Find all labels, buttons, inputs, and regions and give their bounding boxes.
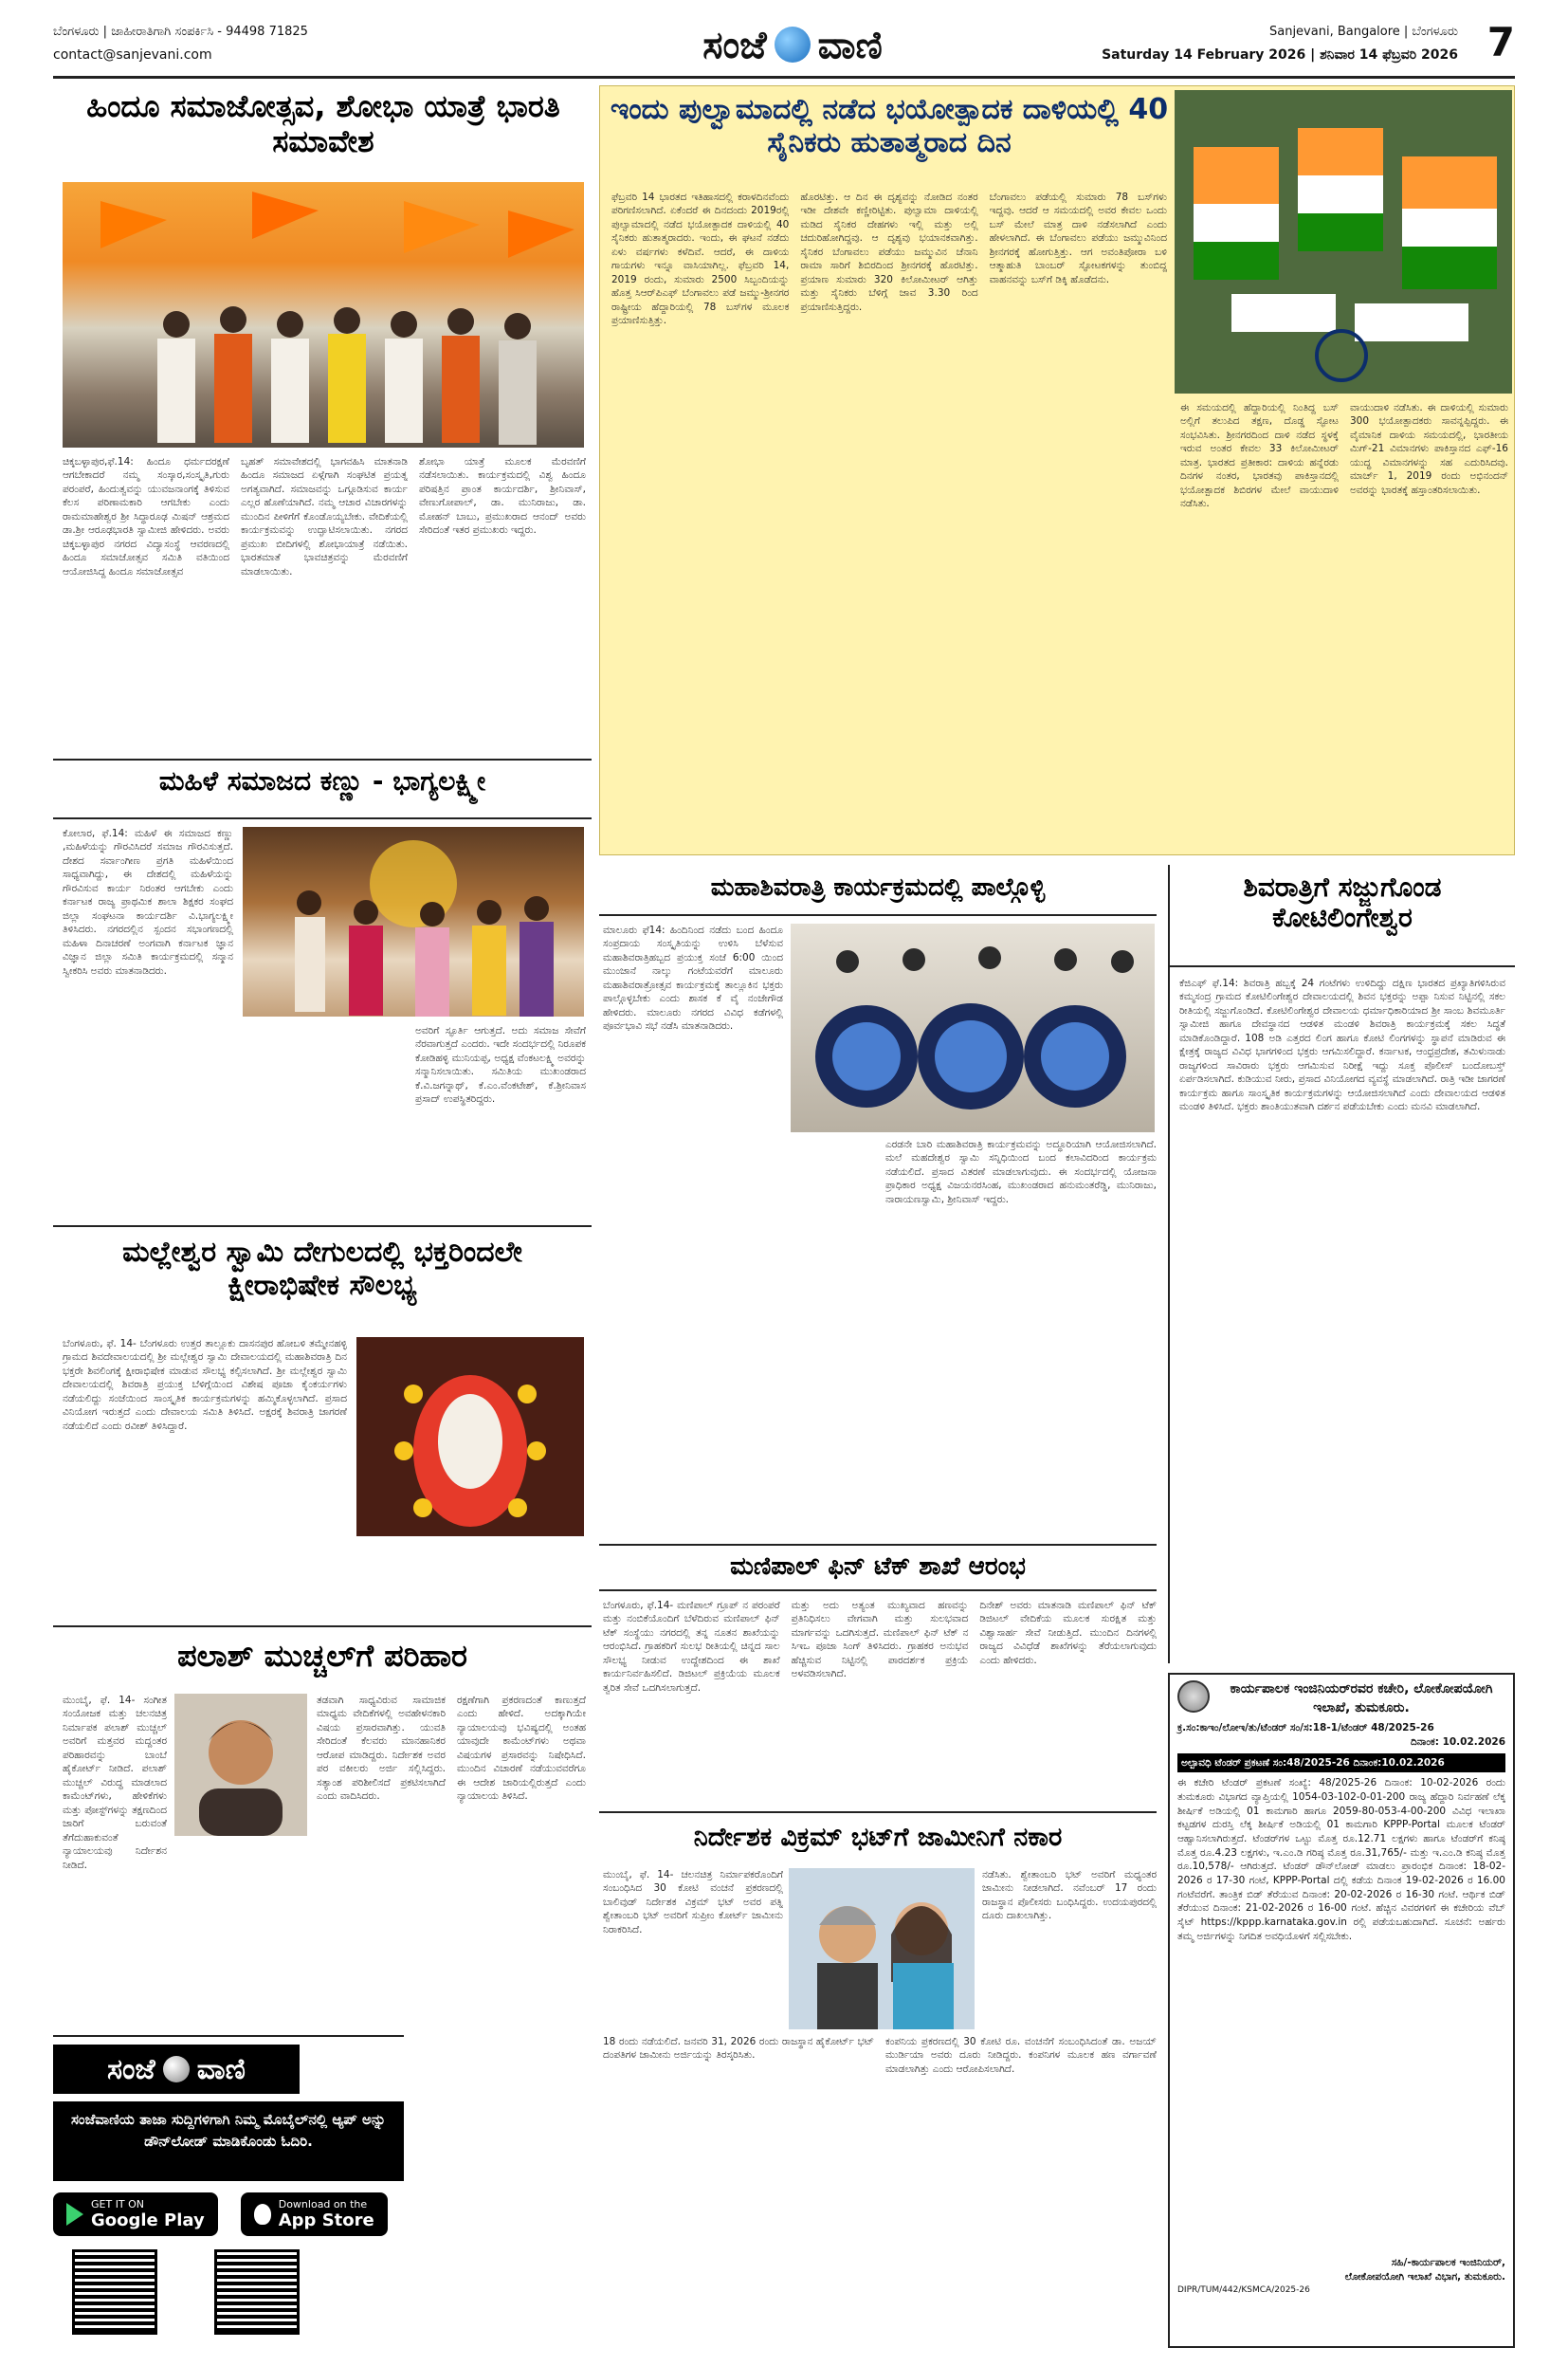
a4-lead xyxy=(603,924,783,1132)
a4-photo xyxy=(791,924,1155,1132)
a2-col-5: ವಾಯುದಾಳಿ ನಡೆಸಿತು. ಈ ದಾಳಿಯಲ್ಲಿ ಸುಮಾರು 300 ಭಯೋತ್ಪಾದಕರು ಸಾವನ್ನಪ್ಪಿದ್ದರು. ಈ ವೈಮಾನಿಕ ದಾಳಿಯ ಸಮಯದಲ್ಲಿ, ಭಾರತೀಯ ಮಿಗ್-21 ವಿಮಾನಗಳು ಪಾಕಿಸ್ತಾನದ ಎಫ್-16 ಯುದ್ಧ ವಿಮಾನಗಳನ್ನು ಸಹ ಎದುರಿಸಿದವು. ಮಾರ್ಚ್ 1, 2019 ರಂದು ಅಭಿನಂದನ್ ಅವರನ್ನು ಭಾರತಕ್ಕೆ ಹಸ್ತಾಂತರಿಸಲಾಯಿತು. xyxy=(1350,402,1508,496)
a8-col-3: ರಕ್ಷಣೆಗಾಗಿ ಪ್ರಕರಣದಂತೆ ಕಾಣುತ್ತದೆ ಎಂದು ಹೇಳಿದೆ. ಅದಕ್ಕಾಗಿಯೇ ನ್ಯಾಯಾಲಯವು ಭವಿಷ್ಯದಲ್ಲಿ ಅಂತಹ ಯಾವುದೇ ಕಾಮೆಂಟ್‌ಗಳು ಅಥವಾ ವಿಷಯಗಳ ಪ್ರಸಾರವನ್ನು ನಿಷೇಧಿಸಿದೆ. ಮುಂದಿನ ವಿಚಾರಣೆ ನಡೆಯುವವರೆಗೂ ಈ ಆದೇಶ ಜಾರಿಯಲ್ಲಿರುತ್ತದೆ ಎಂದು ನ್ಯಾಯಾಲಯ ತಿಳಿಸಿದೆ. xyxy=(457,1695,586,1803)
a7-col-3: ದಿನೇಶ್ ಅವರು ಮಾತನಾಡಿ ಮಣಿಪಾಲ್ ಫಿನ್ ಟೆಕ್ ಡಿಜಿಟಲ್ ವೇದಿಕೆಯ ಮೂಲಕ ಸುರಕ್ಷಿತ ಮತ್ತು ವಿಶ್ವಾಸಾರ್ಹ ಸೇವೆ ನೀಡುತ್ತಿದೆ. ಮುಂದಿನ ದಿನಗಳಲ್ಲಿ ರಾಜ್ಯದ ವಿವಿಧೆಡೆ ಶಾಖೆಗಳನ್ನು ತೆರೆಯಲಾಗುವುದು ಎಂದು ಹೇಳಿದರು. xyxy=(979,1600,1157,1666)
a2-body-top xyxy=(611,191,1167,845)
app-ad-text: ಸಂಜೆವಾಣಿಯ ತಾಜಾ ಸುದ್ದಿಗಳಿಗಾಗಿ ನಿಮ್ಮ ಮೊಬೈಲ್‌ನಲ್ಲಿ ಆ್ಯಪ್ ಅನ್ನು ಡೌನ್‌ಲೋಡ್ ಮಾಡಿಕೊಂಡು ಓದಿರಿ. xyxy=(53,2101,404,2181)
a9-title-box xyxy=(599,1811,1157,1862)
masthead xyxy=(53,19,1515,74)
a4-col-1b xyxy=(603,1138,874,1536)
a3-photo xyxy=(243,827,584,1017)
a9-headline: ನಿರ್ದೇಶಕ ವಿಕ್ರಮ್ ಭಟ್‌ಗೆ ಜಾಮೀನಿಗೆ ನಕಾರ xyxy=(693,1823,1063,1852)
a3-lead xyxy=(63,827,233,1017)
google-play-qr-code[interactable] xyxy=(72,2249,157,2335)
a6-photo-art xyxy=(356,1337,584,1536)
gp-label: Google Play xyxy=(91,2210,205,2230)
a4-photo-art xyxy=(791,924,1155,1132)
tender-ref: ಕ್ರ.ಸಂ:ಕಾಇಂ/ಲೋಇ/ತು/ಟೆಂಡರ್ ಸಂ/ಸ:18-1/ಟೆಂಡರ್ 48/2025-26 xyxy=(1177,1722,1434,1734)
a4-headline: ಮಹಾಶಿವರಾತ್ರಿ ಕಾರ್ಯಕ್ರಮದಲ್ಲಿ ಪಾಲ್ಗೊಳ್ಳಿ xyxy=(710,873,1046,902)
a2-photo xyxy=(1175,90,1512,394)
divider xyxy=(53,817,592,819)
a3-col-1b xyxy=(63,1024,404,1214)
a7-title-box xyxy=(599,1544,1157,1591)
a1-photo-art xyxy=(63,182,584,448)
a7-body xyxy=(603,1599,1157,1802)
tender-notice-title: ಅಲ್ಪಾವಧಿ ಟೆಂಡರ್ ಪ್ರಕಟಣೆ ಸಂ:48/2025-26 ದಿನಾಂಕ:10.02.2026 xyxy=(1177,1753,1505,1773)
apple-icon xyxy=(254,2204,271,2225)
masthead-date: Saturday 14 February 2026 | ಶನಿವಾರ 14 ಫೆಬ್ರವರಿ 2026 xyxy=(1102,47,1458,63)
a3-col-2: ಅವರಿಗೆ ಸ್ಫೂರ್ತಿ ಆಗುತ್ತದೆ. ಅದು ಸಮಾಜ ಸೇವೆಗೆ ನೆರವಾಗುತ್ತದೆ ಎಂದರು. ಇದೇ ಸಂದರ್ಭದಲ್ಲಿ ನಿರೂಪಕ ಕೋಡಿಹಳ್ಳಿ ಮುನಿಯಪ್ಪ, ಅಧ್ಯಕ್ಷ ವೆಂಕಟಲಕ್ಷ್ಮಿ ಅವರನ್ನು ಸನ್ಮಾನಿಸಲಾಯಿತು. ಸಮಿತಿಯ ಮುಖಂಡರಾದ ಕೆ.ವಿ.ಜಗನ್ನಾಥ್, ಕೆ.ಎಂ.ವೆಂಕಟೇಶ್, ಕೆ.ಶ್ರೀನಿವಾಸ ಪ್ರಸಾದ್ ಉಪಸ್ಥಿತರಿದ್ದರು. xyxy=(415,1025,586,1106)
tender-notice xyxy=(1168,1673,1515,2348)
a9-col-2: ನಡೆಸಿತು. ಶ್ವೇತಾಂಬರಿ ಭಟ್ ಅವರಿಗೆ ಮಧ್ಯಂತರ ಜಾಮೀನು ನೀಡಲಾಗಿದೆ. ನವೆಂಬರ್ 17 ರಂದು ರಾಜಸ್ಥಾನ ಪೊಲೀಸರು ಬಂಧಿಸಿದ್ದರು. ಉದಯಪುರದಲ್ಲಿ ದೂರು ದಾಖಲಾಗಿತ್ತು. xyxy=(982,1869,1157,1922)
app-ad-logo-right: ವಾಣಿ xyxy=(196,2052,246,2086)
masthead-contact: ಬೆಂಗಳೂರು | ಜಾಹೀರಾತಿಗಾಗಿ ಸಂಪರ್ಕಿಸಿ - 94498 71825 xyxy=(53,25,308,39)
a4-col-2: ಎರಡನೇ ಬಾರಿ ಮಹಾಶಿವರಾತ್ರಿ ಕಾರ್ಯಕ್ರಮವನ್ನು ಅದ್ಧೂರಿಯಾಗಿ ಆಯೋಜಿಸಲಾಗಿದೆ. ಮಲೆ ಮಹದೇಶ್ವರ ಸ್ವಾಮಿ ಸನ್ನಿಧಿಯಿಂದ ಬಂದ ಕಲಾವಿದರಿಂದ ಕಾರ್ಯಕ್ರಮ ನಡೆಯಲಿದೆ. ಪ್ರಸಾದ ವಿತರಣೆ ಮಾಡಲಾಗುವುದು. ಈ ಸಂದರ್ಭದಲ್ಲಿ ಯೋಜನಾ ಪ್ರಾಧಿಕಾರ ಅಧ್ಯಕ್ಷ ವಿಜಯನರಸಿಂಹ, ಮುಖಂಡರಾದ ಹನುಮಂತರೆಡ್ಡಿ, ಮುನಿರಾಜು, ನಾರಾಯಣಸ್ವಾಮಿ, ಶ್ರೀನಿವಾಸ್ ಇದ್ದರು. xyxy=(885,1139,1157,1205)
tender-dipr: DIPR/TUM/442/KSMCA/2025-26 xyxy=(1177,2284,1310,2295)
tender-sign-1: ಸಹಿ/-ಕಾರ್ಯಪಾಲಕ ಇಂಜಿನಿಯರ್, xyxy=(1391,2257,1505,2269)
a6-headline: ಮಲ್ಲೇಶ್ವರ ಸ್ವಾಮಿ ದೇಗುಲದಲ್ಲಿ ಭಕ್ತರಿಂದಲೇ ಕ್ಷೀರಾಭಿಷೇಕ ಸೌಲಭ್ಯ xyxy=(122,1236,522,1302)
a7-col-2: ಮತ್ತು ಅದು ಅತ್ಯಂತ ಮುಖ್ಯವಾದ ಹಣವನ್ನು ಪ್ರತಿನಿಧಿಸಲು ವೇಗವಾಗಿ ಮತ್ತು ಸುಲಭವಾದ ಮಾರ್ಗವನ್ನು ಒದಗಿಸುತ್ತದೆ. ಮಣಿಪಾಲ್ ಫಿನ್ ಟೆಕ್ ನ ಸಿಇಒ ಪೂಜಾ ಸಿಂಗ್ ತಿಳಿಸಿದರು. ಗ್ರಾಹಕರ ಅನುಭವ ಹೆಚ್ಚಿಸುವ ನಿಟ್ಟಿನಲ್ಲಿ ಪಾರದರ್ಶಕ ಪ್ರಕ್ರಿಯೆ ಅಳವಡಿಸಲಾಗಿದೆ. xyxy=(791,1600,969,1680)
a5-body xyxy=(1170,967,1515,1650)
as-label: App Store xyxy=(278,2210,374,2230)
a2-box xyxy=(599,85,1515,855)
a6-text: ಬೆಂಗಳೂರು, ಫೆ. 14- ಬೆಂಗಳೂರು ಉತ್ತರ ತಾಲ್ಲೂಕು ದಾಸನಪುರ ಹೋಬಳಿ ತಮ್ಮೇನಹಳ್ಳಿ ಗ್ರಾಮದ ಶಿವದೇವಾಲಯದಲ್ಲಿ ಶ್ರೀ ಮಲ್ಲೇಶ್ವರ ಸ್ವಾಮಿ ದೇವಾಲಯದಲ್ಲಿ ಮಹಾಶಿವರಾತ್ರಿ ದಿನ ಭಕ್ತರೇ ಶಿವಲಿಂಗಕ್ಕೆ ಕ್ಷೀರಾಭಿಷೇಕ ಮಾಡುವ ಸೌಲಭ್ಯ ಕಲ್ಪಿಸಲಾಗಿದೆ. ಶ್ರೀ ಮಲ್ಲೇಶ್ವರ ಸ್ವಾಮಿ ದೇವಾಲಯದಲ್ಲಿ ಶಿವರಾತ್ರಿ ಪ್ರಯುಕ್ತ ಬೆಳಿಗ್ಗೆಯಿಂದ ವಿಶೇಷ ಪೂಜಾ ಕೈಂಕರ್ಯಗಳು ನಡೆಯಲಿದ್ದು ಸಂಜೆಯಿಂದ ಸಾಂಸ್ಕೃತಿಕ ಕಾರ್ಯಕ್ರಮಗಳನ್ನು ಹಮ್ಮಿಕೊಳ್ಳಲಾಗಿದೆ. ಪ್ರಸಾದ ವಿನಿಯೋಗ ಇರುತ್ತದೆ ಎಂದು ದೇವಾಲಯ ಸಮಿತಿ ತಿಳಿಸಿದೆ. ಅಕ್ಷರಕ್ಕೆ ಶಿವರಾತ್ರಿ ಜಾಗರಣೆ ನಡೆಯಲಿದೆ ಎಂದು ರವೀಶ್ ತಿಳಿಸಿದ್ದಾರೆ. xyxy=(63,1338,347,1432)
a2-col-3: ಬೆಂಗಾವಲು ಪಡೆಯಲ್ಲಿ ಸುಮಾರು 78 ಬಸ್‌ಗಳು ಇದ್ದವು. ಆದರೆ ಆ ಸಮಯದಲ್ಲಿ ಅವರ ಕೇವಲ ಒಂದು ಬಸ್ ಮೇಲೆ ಮಾತ್ರ ದಾಳಿ ನಡೆಸಲಾಗಿದೆ ಎಂದು ಹೇಳಲಾಗಿದೆ. ಈ ಬೆಂಗಾವಲು ಪಡೆಯು ಜಮ್ಮುವಿನಿಂದ ಶ್ರೀನಗರಕ್ಕೆ ಹೋಗುತ್ತಿತ್ತು. ಆಗ ಅವಂತಿಪೋರಾ ಬಳಿ ಆತ್ಮಾಹುತಿ ಬಾಂಬರ್ ಸ್ಫೋಟಕಗಳನ್ನು ತುಂಬಿದ್ದ ವಾಹನವನ್ನು ಬಸ್‌ಗೆ ಡಿಕ್ಕಿ ಹೊಡೆದನು. xyxy=(989,192,1167,285)
app-store-button[interactable] xyxy=(241,2192,388,2236)
masthead-email[interactable]: contact@sanjevani.com xyxy=(53,47,212,63)
a8-body xyxy=(317,1694,586,2035)
a8-headline: ಪಲಾಶ್ ಮುಚ್ಚಲ್‌ಗೆ ಪರಿಹಾರ xyxy=(177,1638,467,1674)
tender-sign-2: ಲೋಕೋಪಯೋಗಿ ಇಲಾಖೆ ವಿಭಾಗ, ತುಮಕೂರು. xyxy=(1344,2270,1505,2283)
app-ad-logo-left: ಸಂಜೆ xyxy=(107,2052,155,2086)
a5-headline: ಶಿವರಾತ್ರಿಗೆ ಸಜ್ಜುಗೊಂಡ ಕೋಟಿಲಿಂಗೇಶ್ವರ xyxy=(1170,865,1515,967)
page-number: 7 xyxy=(1486,19,1515,65)
google-play-button[interactable] xyxy=(53,2192,218,2236)
a8-photo-art xyxy=(174,1694,307,1836)
a9-photo-art xyxy=(789,1868,975,2029)
logo-globe-icon xyxy=(775,27,811,63)
a8-photo xyxy=(174,1694,307,1836)
a1-headline: ಹಿಂದೂ ಸಮಾಜೋತ್ಸವ, ಶೋಭಾ ಯಾತ್ರೆ ಭಾರತಿ ಸಮಾವೇಶ xyxy=(86,88,560,159)
a6-body xyxy=(63,1337,347,1622)
a7-headline: ಮಣಿಪಾಲ್ ಫಿನ್ ಟೆಕ್ ಶಾಖೆ ಆರಂಭ xyxy=(730,1552,1026,1581)
a9-photo xyxy=(789,1868,975,2029)
a9-bottom xyxy=(603,2035,1157,2348)
app-store-qr-code[interactable] xyxy=(214,2249,300,2335)
a3-body xyxy=(63,1024,586,1214)
logo-text-left: ಸಂಜೆ xyxy=(702,22,767,67)
app-ad-globe-icon xyxy=(163,2056,190,2082)
a3-photo-art xyxy=(243,827,584,1017)
a5-text: ಕೆಜಿಎಫ್ ಫೆ.14: ಶಿವರಾತ್ರಿ ಹಬ್ಬಕ್ಕೆ 24 ಗಂಟೆಗಳು ಉಳಿದಿದ್ದು ದಕ್ಷಿಣ ಭಾರತದ ಪ್ರಖ್ಯಾತಿಗಳಿಸಿರುವ ಕಮ್ಮಸಂದ್ರ ಗ್ರಾಮದ ಕೋಟಿಲಿಂಗೇಶ್ವರ ದೇವಾಲಯದಲ್ಲಿ ಶಿವನ ಭಕ್ತರನ್ನು ಅಪ್ಪಾ ನಿಸುವ ನಿಟ್ಟಿನಲ್ಲಿ ಸಕಲ ರೀತಿಯಲ್ಲಿ ಸಜ್ಜುಗೊಂಡಿದೆ. ಕೋಟಿಲಿಂಗೇಶ್ವರ ದೇವಾಲಯ ಧರ್ಮಾಧಿಕಾರಿಯಾದ ಶ್ರೀ ಸಾಂಬ ಶಿವಮೂರ್ತಿ ಸ್ವಾಮೀಜಿ ಹಾಗೂ ದೇವಸ್ಥಾನದ ಆಡಳಿತ ಮಂಡಳಿ ಶಿವರಾತ್ರಿ ಕಾರ್ಯಕ್ರಮಕ್ಕೆ ಸಕಲ ಸಿದ್ಧತೆ ಮಾಡಿಕೊಂಡಿದ್ದಾರೆ. 108 ಅಡಿ ಎತ್ತರದ ಲಿಂಗ ಹಾಗೂ ಕೋಟಿ ಲಿಂಗಗಳನ್ನು ಸ್ಥಾಪನೆ ಮಾಡಿರುವ ಈ ಕ್ಷೇತ್ರಕ್ಕೆ ರಾಜ್ಯದ ವಿವಿಧ ಭಾಗಗಳಿಂದ ಭಕ್ತರು ಆಗಮಿಸಲಿದ್ದಾರೆ. ಕರ್ನಾಟಕ, ಆಂಧ್ರಪ್ರದೇಶ, ತಮಿಳುನಾಡು ರಾಜ್ಯಗಳಿಂದ ಸಾವಿರಾರು ಭಕ್ತರು ಆಗಮಿಸುವ ನಿರೀಕ್ಷೆ ಇದ್ದು ಸೂಕ್ತ ಪೊಲೀಸ್ ಬಂದೋಬಸ್ತ್ ಏರ್ಪಡಿಸಲಾಗಿದೆ. ಕುಡಿಯುವ ನೀರು, ಪ್ರಸಾದ ವಿನಿಯೋಗದ ವ್ಯವಸ್ಥೆ ಮಾಡಲಾಗಿದೆ. ರಾತ್ರಿ ಇಡೀ ಜಾಗರಣೆ ಕಾರ್ಯಕ್ರಮ ಹಾಗೂ ಸಾಂಸ್ಕೃತಿಕ ಕಾರ್ಯಕ್ರಮಗಳನ್ನು ಆಯೋಜಿಸಲಾಗಿದೆ ಎಂದು ದೇವಾಲಯದ ಆಡಳಿತ ಮಂಡಳಿ ತಿಳಿಸಿದೆ. ಭಕ್ತರು ಶಾಂತಿಯುತವಾಗಿ ದರ್ಶನ ಪಡೆಯಬೇಕು ಎಂದು ಮನವಿ ಮಾಡಲಾಗಿದೆ. xyxy=(1179,978,1505,1113)
app-ad xyxy=(53,2035,404,2348)
play-store-icon xyxy=(66,2203,83,2226)
govt-emblem-icon xyxy=(1177,1680,1210,1713)
as-small-label: Download on the xyxy=(278,2198,368,2210)
a8-col-1: ಮುಂಬೈ, ಫೆ. 14- ಸಂಗೀತ ಸಂಯೋಜಕ ಮತ್ತು ಚಲನಚಿತ್ರ ನಿರ್ಮಾಪಕ ಪಲಾಶ್ ಮುಚ್ಚಲ್ ಅವರಿಗೆ ಮತ್ತವರ ಮದ್ದಂತರ ಪರಿಹಾರವನ್ನು ಬಾಂಬೆ ಹೈಕೋರ್ಟ್ ನೀಡಿದೆ. ಪಲಾಶ್ ಮುಚ್ಚಲ್ ವಿರುದ್ಧ ಮಾಡಲಾದ ಕಾಮೆಂಟ್‌ಗಳು, ಹೇಳಿಕೆಗಳು ಮತ್ತು ಪೋಸ್ಟ್‌ಗಳನ್ನು ತಕ್ಷಣದಿಂದ ಜಾರಿಗೆ ಬರುವಂತೆ ತೆಗೆದುಹಾಕುವಂತೆ ನ್ಯಾಯಾಲಯವು ನಿರ್ದೇಶನ ನೀಡಿದೆ. xyxy=(63,1695,167,1871)
a1-body xyxy=(63,455,586,751)
logo-text-right: ವಾಣಿ xyxy=(817,22,883,67)
a4-title-box xyxy=(599,865,1157,916)
a2-col-4: ಈ ಸಮಯದಲ್ಲಿ ಹೆದ್ದಾರಿಯಲ್ಲಿ ನಿಂತಿದ್ದ ಬಸ್ ಅಲ್ಲಿಗೆ ತಲುಪಿದ ತಕ್ಷಣ, ದೊಡ್ಡ ಸ್ಫೋಟ ಸಂಭವಿಸಿತು. ಶ್ರೀನಗರದಿಂದ ದಾಳಿ ನಡೆದ ಸ್ಥಳಕ್ಕೆ ಇರುವ ಅಂತರ ಕೇವಲ 33 ಕಿಲೋಮೀಟರ್ ಮಾತ್ರ. ಭಾರತದ ಪ್ರತೀಕಾರ: ದಾಳಿಯ ಹನ್ನೆರಡು ದಿನಗಳ ನಂತರ, ಭಾರತವು ಪಾಕಿಸ್ತಾನದಲ್ಲಿ ಭಯೋತ್ಪಾದಕ ಶಿಬಿರಗಳ ಮೇಲೆ ವಾಯುದಾಳಿ ನಡೆಸಿತು. xyxy=(1180,402,1339,510)
a9-mid xyxy=(982,1868,1157,2058)
a2-body-right xyxy=(1180,401,1508,845)
divider xyxy=(53,759,592,761)
app-ad-logo xyxy=(53,2045,300,2094)
a4-col-1: ಮಾಲೂರು ಫೆ14: ಹಿಂದಿನಿಂದ ನಡೆದು ಬಂದ ಹಿಂದೂ ಸಂಪ್ರದಾಯ ಸಂಸ್ಕೃತಿಯನ್ನು ಉಳಿಸಿ ಬೆಳೆಸುವ ಮಹಾಶಿವರಾತ್ರಿಹಬ್ಬದ ಪ್ರಯುಕ್ತ ಸಂಜೆ 6:00 ಯಿಂದ ಮುಂಜಾನೆ ನಾಲ್ಕು ಗಂಟೆಯವರೆಗೆ ಮಾಲೂರು ಮಹಾಶಿವರಾತ್ರೋತ್ಸವ ಕಾರ್ಯಕ್ರಮಕ್ಕೆ ತಾಲ್ಲೂಕಿನ ಭಕ್ತರು ಪಾಲ್ಗೊಳ್ಳಬೇಕು ಎಂದು ಶಾಸಕ ಕೆ ವೈ ನಂಜೇಗೌಡ ಹೇಳಿದರು. ಮಾಲೂರು ನಗರದ ವಿವಿಧ ಕಡೆಗಳಲ್ಲಿ ಪೂರ್ವಭಾವಿ ಸಭೆ ನಡೆಸಿ ಮಾತನಾಡಿದರು. xyxy=(603,925,783,1033)
a1-col-2: ಬೃಹತ್ ಸಮಾವೇಶದಲ್ಲಿ ಭಾಗವಹಿಸಿ ಮಾತನಾಡಿ ಹಿಂದೂ ಸಮಾಜದ ಏಳ್ಗೆಗಾಗಿ ಸಂಘಟಿತ ಪ್ರಯತ್ನ ಅಗತ್ಯವಾಗಿದೆ. ಸಮಾಜವನ್ನು ಒಗ್ಗೂಡಿಸುವ ಕಾರ್ಯ ಎಲ್ಲರ ಹೊಣೆಯಾಗಿದೆ. ನಮ್ಮ ಆಚಾರ ವಿಚಾರಗಳನ್ನು ಮುಂದಿನ ಪೀಳಿಗೆಗೆ ಕೊಂಡೊಯ್ಯಬೇಕು. ವೇದಿಕೆಯಲ್ಲಿ ಕಾರ್ಯಕ್ರಮವನ್ನು ಉದ್ಘಾಟಿಸಲಾಯಿತು. ನಗರದ ಪ್ರಮುಖ ಬೀದಿಗಳಲ್ಲಿ ಶೋಭಾಯಾತ್ರೆ ನಡೆಯಿತು. ಭಾರತಮಾತೆ ಭಾವಚಿತ್ರವನ್ನು ಮೆರವಣಿಗೆ ಮಾಡಲಾಯಿತು. xyxy=(241,456,408,578)
a9-lead xyxy=(603,1868,783,2010)
a2-col-2: ಹೊರಟಿತ್ತು. ಆ ದಿನ ಈ ದೃಶ್ಯವನ್ನು ನೋಡಿದ ನಂತರ ಇಡೀ ದೇಶವೇ ಕಣ್ಣೀರಿಟ್ಟಿತು. ಪುಲ್ವಾಮಾ ದಾಳಿಯಲ್ಲಿ ಮಡಿದ ಸೈನಿಕರ ದೇಹಗಳು ಇಲ್ಲಿ ಮತ್ತು ಅಲ್ಲಿ ಚದುರಿಹೋಗಿದ್ದವು. ಆ ದೃಶ್ಯವು ಭಯಾನಕವಾಗಿತ್ತು. ಸೈನಿಕರ ಬೆಂಗಾವಲು ಪಡೆಯು ಜಮ್ಮುವಿನ ಚೆನಾನಿ ರಾಮಾ ಸಾರಿಗೆ ಶಿಬಿರದಿಂದ ಶ್ರೀನಗರಕ್ಕೆ ಹೊರಟಿತ್ತು. ಪ್ರಯಾಣ ಸುಮಾರು 320 ಕಿಲೋಮೀಟರ್ ಆಗಿತ್ತು ಮತ್ತು ಸೈನಿಕರು ಬೆಳಿಗ್ಗೆ ಜಾವ 3.30 ರಿಂದ ಪ್ರಯಾಣಿಸುತ್ತಿದ್ದರು. xyxy=(800,192,978,313)
a6-photo xyxy=(356,1337,584,1536)
divider xyxy=(53,1225,592,1227)
a9-col-1: ಮುಂಬೈ, ಫೆ. 14- ಚಲನಚಿತ್ರ ನಿರ್ಮಾಪಕರೊಂದಿಗೆ ಸಂಬಂಧಿಸಿದ 30 ಕೋಟಿ ವಂಚನೆ ಪ್ರಕರಣದಲ್ಲಿ ಬಾಲಿವುಡ್ ನಿರ್ದೇಶಕ ವಿಕ್ರಮ್ ಭಟ್ ಅವರ ಪತ್ನಿ ಶ್ವೇತಾಂಬರಿ ಭಟ್ ಅವರಿಗೆ ಸುಪ್ರೀಂ ಕೋರ್ಟ್ ಜಾಮೀನು ನಿರಾಕರಿಸಿದೆ. xyxy=(603,1869,783,1935)
a1-photo xyxy=(63,182,584,448)
a8-col-2: ತಡವಾಗಿ ಸಾಧ್ಯವಿರುವ ಸಾಮಾಜಿಕ ಮಾಧ್ಯಮ ವೇದಿಕೆಗಳಲ್ಲಿ ಅವಹೇಳನಕಾರಿ ವಿಷಯ ಪ್ರಸಾರವಾಗಿತ್ತು. ಯುವತಿ ಸೇರಿದಂತೆ ಕೆಲವರು ಮಾನಹಾನಿಕರ ಆರೋಪ ಮಾಡಿದ್ದರು. ನಿರ್ದೇಶಕ ಅವರ ಪರ ವಕೀಲರು ಅರ್ಜಿ ಸಲ್ಲಿಸಿದ್ದರು. ಸತ್ಯಾಂಶ ಪರಿಶೀಲಿಸದೆ ಪ್ರಕಟಿಸಲಾಗಿದೆ ಎಂದು ವಾದಿಸಿದರು. xyxy=(317,1695,446,1803)
divider xyxy=(53,1625,592,1627)
tender-office: ಕಾರ್ಯಪಾಲಕ ಇಂಜಿನಿಯರ್‌ರವರ ಕಚೇರಿ, ಲೋಕೋಪಯೋಗಿ ಇಲಾಖೆ, ತುಮಕೂರು. xyxy=(1230,1681,1493,1715)
a9-col-3: ಕಂಪನಿಯ ಪ್ರಕರಣದಲ್ಲಿ 30 ಕೋಟಿ ರೂ. ವಂಚನೆಗೆ ಸಂಬಂಧಿಸಿದಂತೆ ಡಾ. ಅಜಯ್ ಮುರ್ಡಿಯಾ ಅವರು ದೂರು ನೀಡಿದ್ದರು. ಕಂಪನಿಗಳ ಮೂಲಕ ಹಣ ವರ್ಗಾವಣೆ ಮಾಡಲಾಗಿತ್ತು ಎಂದು ಆರೋಪಿಸಲಾಗಿದೆ. xyxy=(885,2036,1157,2075)
a1-col-3: ಶೋಭಾ ಯಾತ್ರೆ ಮೂಲಕ ಮೆರವಣಿಗೆ ನಡೆಸಲಾಯಿತು. ಕಾರ್ಯಕ್ರಮದಲ್ಲಿ ವಿಶ್ವ ಹಿಂದೂ ಪರಿಷತ್ತಿನ ಪ್ರಾಂತ ಕಾರ್ಯದರ್ಶಿ, ಶ್ರೀನಿವಾಸ್, ವೇಣುಗೋಪಾಲ್, ಡಾ. ಮುನಿರಾಜು, ಡಾ. ಮೋಹನ್ ಬಾಬು, ಪ್ರಮುಖರಾದ ಆನಂದ್ ಅವರು ಸೇರಿದಂತೆ ಇತರ ಪ್ರಮುಖರು ಇದ್ದರು. xyxy=(419,456,586,537)
a3-col-1: ಕೋಲಾರ, ಫೆ.14: ಮಹಿಳೆ ಈ ಸಮಾಜದ ಕಣ್ಣು ,ಮಹಿಳೆಯನ್ನು ಗೌರವಿಸಿದರೆ ಸಮಾಜ ಗೌರವಿಸುತ್ತದೆ. ದೇಶದ ಸರ್ವಾಂಗೀಣ ಪ್ರಗತಿ ಮಹಿಳೆಯಿಂದ ಸಾಧ್ಯವಾಗಿದ್ದು, ಈ ದೇಶದಲ್ಲಿ ಮಹಿಳೆಯನ್ನು ಗೌರವಿಸುವ ಕಾರ್ಯ ನಿರಂತರ ಆಗಬೇಕು ಎಂದು ಕರ್ನಾಟಕ ರಾಜ್ಯ ಪ್ರಾಥಮಿಕ ಶಾಲಾ ಶಿಕ್ಷಕರ ಸಂಘದ ಜಿಲ್ಲಾ ಸಂಘಟನಾ ಕಾರ್ಯದರ್ಶಿ ವಿ.ಭಾಗ್ಯಲಕ್ಷ್ಮೀ ತಿಳಿಸಿದರು. ನಗರದಲ್ಲಿನ ಸ್ಪಂದನ ಸಭಾಂಗಣದಲ್ಲಿ ಮಹಿಳಾ ದಿನಾಚರಣೆ ಅಂಗವಾಗಿ ಕರ್ನಾಟಕ ಜ್ಞಾನ ವಿಜ್ಞಾನ ಜಿಲ್ಲಾ ಸಮಿತಿ ಕಾರ್ಯಕ್ರಮದಲ್ಲಿ ಸನ್ಮಾನ ಸ್ವೀಕರಿಸಿ ಅವರು ಮಾತನಾಡಿದರು. xyxy=(63,828,233,977)
a4-body xyxy=(603,1138,1157,1536)
a2-headline: ಇಂದು ಪುಲ್ವಾಮಾದಲ್ಲಿ ನಡೆದ ಭಯೋತ್ಪಾದಕ ದಾಳಿಯಲ್ಲಿ 40 ಸೈನಿಕರು ಹುತಾತ್ಮರಾದ ದಿನ xyxy=(610,94,1169,159)
a3-headline: ಮಹಿಳೆ ಸಮಾಜದ ಕಣ್ಣು - ಭಾಗ್ಯಲಕ್ಷ್ಮೀ xyxy=(158,766,486,797)
masthead-rule xyxy=(53,76,1515,79)
masthead-logo xyxy=(641,19,944,70)
a7-col-1: ಬೆಂಗಳೂರು, ಫೆ.14- ಮಣಿಪಾಲ್ ಗ್ರೂಪ್ ನ ಪರಂಪರೆ ಮತ್ತು ನಂಬಿಕೆಯೊಂದಿಗೆ ಬೆಳೆದಿರುವ ಮಣಿಪಾಲ್ ಫಿನ್ ಟೆಕ್ ಸಂಸ್ಥೆಯು ನಗರದಲ್ಲಿ ತನ್ನ ನೂತನ ಶಾಖೆಯನ್ನು ಆರಂಭಿಸಿದೆ. ಗ್ರಾಹಕರಿಗೆ ಸುಲಭ ರೀತಿಯಲ್ಲಿ ಚಿನ್ನದ ಸಾಲ ಸೌಲಭ್ಯ ನೀಡುವ ಉದ್ದೇಶದಿಂದ ಈ ಶಾಖೆ ಕಾರ್ಯನಿರ್ವಹಿಸಲಿದೆ. ಡಿಜಿಟಲ್ ಪ್ರಕ್ರಿಯೆಯ ಮೂಲಕ ತ್ವರಿತ ಸೇವೆ ಒದಗಿಸಲಾಗುತ್ತದೆ. xyxy=(603,1600,780,1694)
a9-caption: 18 ರಂದು ನಡೆಯಲಿದೆ. ಜನವರಿ 31, 2026 ರಂದು ರಾಜಸ್ಥಾನ ಹೈಕೋರ್ಟ್ ಭಟ್ ದಂಪತಿಗಳ ಜಾಮೀನು ಅರ್ಜಿಯನ್ನು ತಿರಸ್ಕರಿಸಿತು. xyxy=(603,2036,874,2062)
a2-col-1: ಫೆಬ್ರವರಿ 14 ಭಾರತದ ಇತಿಹಾಸದಲ್ಲಿ ಕರಾಳದಿನವೆಂದು ಪರಿಗಣಿಸಲಾಗಿದೆ. ಏಕೆಂದರೆ ಈ ದಿನದಂದು 2019ರಲ್ಲಿ ಪುಲ್ವಾಮಾದಲ್ಲಿ ನಡೆದ ಭಯೋತ್ಪಾದಕ ದಾಳಿಯಲ್ಲಿ 40 ಸೈನಿಕರು ಹುತಾತ್ಮರಾದರು. ಇಂದು, ಈ ಘಟನೆ ನಡೆದು ಏಳು ವರ್ಷಗಳು ಕಳೆದಿವೆ. ಆದರೆ, ಈ ದಾಳಿಯ ಗಾಯಗಳು ಇನ್ನೂ ವಾಸಿಯಾಗಿಲ್ಲ. ಫೆಬ್ರವರಿ 14, 2019 ರಂದು, ಸುಮಾರು 2500 ಸಿಬ್ಬಂದಿಯನ್ನು ಹೊತ್ತ ಸಿಆರ್‌ಪಿಎಫ್ ಬೆಂಗಾವಲು ಪಡೆ ಜಮ್ಮು-ಶ್ರೀನಗರ ರಾಷ್ಟ್ರೀಯ ಹೆದ್ದಾರಿಯಲ್ಲಿ 78 ಬಸ್‌ಗಳ ಮೂಲಕ ಪ್ರಯಾಣಿಸುತ್ತಿತ್ತು. xyxy=(611,192,790,327)
masthead-edition: Sanjevani, Bangalore | ಬೆಂಗಳೂರು xyxy=(1268,25,1458,39)
a1-col-1: ಚಿಕ್ಕಬಳ್ಳಾಪುರ,ಫೆ.14: ಹಿಂದೂ ಧರ್ಮದರಕ್ಷಣೆ ಆಗಬೇಕಾದರೆ ನಮ್ಮ ಸಂಸ್ಕಾರ,ಸಂಸ್ಕೃತಿ,ಗುರು ಪರಂಪರೆ, ಹಿಂದುತ್ವವನ್ನು ಯುವಜನಾಂಗಕ್ಕೆ ತಿಳಿಸುವ ಕೆಲಸ ಪರಿಣಾಮಕಾರಿ ಆಗಬೇಕು ಎಂದು ರಾಮಮಾಹೇಶ್ವರ ಶ್ರೀ ಸಿದ್ಧಾರೂಢ ಮಿಷನ್ ಆಶ್ರಮದ ಡಾ.ಶ್ರೀ ಆರೂಢಭಾರತಿ ಸ್ವಾಮೀಜಿ ಹೇಳಿದರು. ಅವರು ಚಿಕ್ಕಬಳ್ಳಾಪುರ ನಗರದ ವಿದ್ಯಾಸಂಸ್ಥೆ ಆವರಣದಲ್ಲಿ ಹಿಂದೂ ಸಮಾಜೋತ್ಸವ ಸಮಿತಿ ವತಿಯಿಂದ ಆಯೋಜಿಸಿದ್ದ ಹಿಂದೂ ಸಮಾಜೋತ್ಸವ xyxy=(63,456,229,578)
gp-small-label: GET IT ON xyxy=(91,2198,145,2210)
a5-box xyxy=(1168,865,1515,1663)
tender-body: ಈ ಕಚೇರಿ ಟೆಂಡರ್ ಪ್ರಕಟಣೆ ಸಂಖ್ಯೆ: 48/2025-26 ದಿನಾಂಕ: 10-02-2026 ರಂದು ತುಮಕೂರು ವಿಭಾಗದ ವ್ಯಾಪ್ತಿಯಲ್ಲಿ 1054-03-102-0-01-200 ರಾಜ್ಯ ಹೆದ್ದಾರಿ ನಿರ್ವಹಣೆ ಲೆಕ್ಕ ಶೀರ್ಷಿಕೆ ಅಡಿಯಲ್ಲಿ 01 ಕಾಮಗಾರಿ ಹಾಗೂ 2059-80-053-4-00-200 ವಿವಿಧ ಇಲಾಖಾ ಕಟ್ಟಡಗಳ ದುರಸ್ತಿ ಲೆಕ್ಕ ಶೀರ್ಷಿಕೆ ಅಡಿಯಲ್ಲಿ 01 ಕಾಮಗಾರಿ KPPP-Portal ಮೂಲಕ ಟೆಂಡರ್ ಆಹ್ವಾನಿಸಲಾಗಿರುತ್ತದೆ. ಟೆಂಡರ್‌ಗಳ ಒಟ್ಟು ಮೊತ್ತ ರೂ.12.71 ಲಕ್ಷಗಳು ಹಾಗೂ ಟೆಂಡರ್‌ಗೆ ಕನಿಷ್ಠ ಮೊತ್ತ ರೂ.4.23 ಲಕ್ಷಗಳು, ಇ.ಎಂ.ಡಿ ಗರಿಷ್ಠ ಮೊತ್ತ ರೂ.31,765/- ಮತ್ತು ಇ.ಎಂ.ಡಿ ಕನಿಷ್ಠ ಮೊತ್ತ ರೂ.10,578/- ಆಗಿರುತ್ತದೆ. ಟೆಂಡರ್‌ ಡೌನ್‌ಲೋಡ್ ಮಾಡಲು ಪ್ರಾರಂಭಿಕ ದಿನಾಂಕ: 18-02-2026 ರ 17-30 ಗಂಟೆ, KPPP-Portal ದಲ್ಲಿ ಕಡೆಯ ದಿನಾಂಕ 19-02-2026 ರ 16.00 ಗಂಟೆವರೆಗೆ. ತಾಂತ್ರಿಕ ಬಿಡ್ ತೆರೆಯುವ ದಿನಾಂಕ: 20-02-2026 ರ 16-30 ಗಂಟೆ. ಆರ್ಥಿಕ ಬಿಡ್ ತೆರೆಯುವ ದಿನಾಂಕ: 21-02-2026 ರ 16-00 ಗಂಟೆ. ಹೆಚ್ಚಿನ ವಿವರಗಳಿಗೆ ಈ ಕಚೇರಿಯ ವೆಬ್ ಸೈಟ್ https://kppp.karnataka.gov.in ರಲ್ಲಿ ಪಡೆಯಬಹುದಾಗಿದೆ. ಸೂಚನೆ: ಅರ್ಹರು ತಮ್ಮ ಅರ್ಜಿಗಳನ್ನು ನಿಗದಿತ ಅವಧಿಯೊಳಗೆ ಸಲ್ಲಿಸಬೇಕು. xyxy=(1177,1777,1505,1942)
a2-photo-art xyxy=(1175,90,1512,394)
tender-date: ದಿನಾಂಕ: 10.02.2026 xyxy=(1411,1735,1505,1748)
a8-lead xyxy=(63,1694,167,2035)
